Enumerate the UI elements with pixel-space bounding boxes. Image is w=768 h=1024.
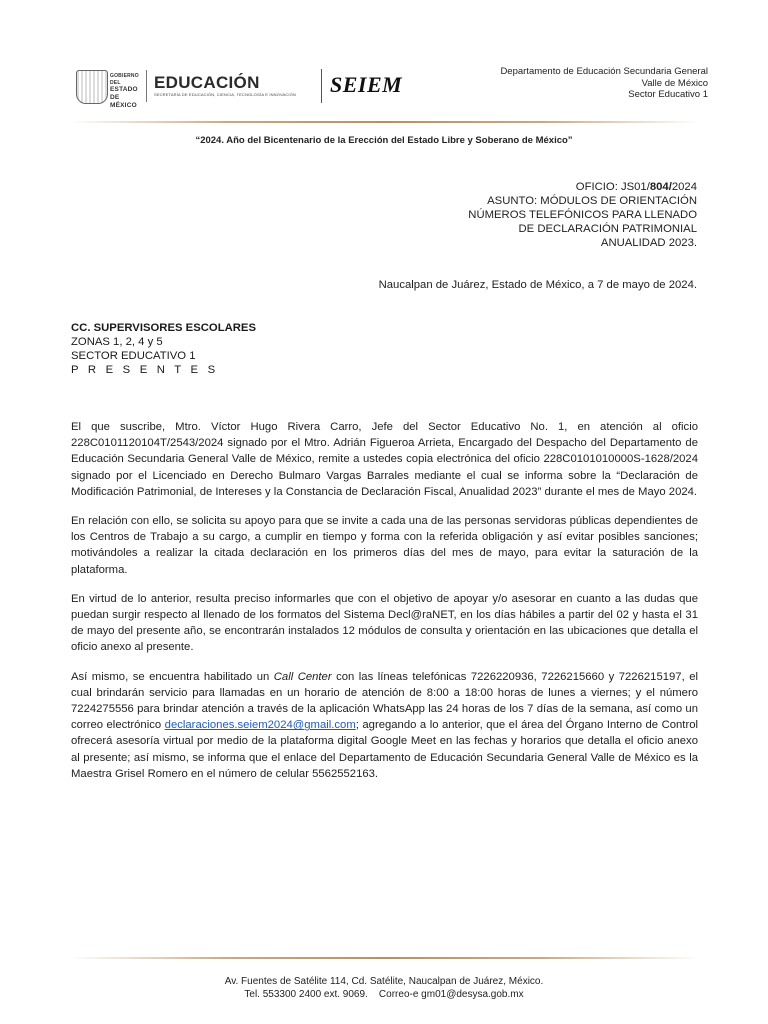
logo-divider (321, 69, 322, 103)
footer-line-1: Av. Fuentes de Satélite 114, Cd. Satélite, Naucalpan de Juárez, México. (224, 976, 544, 987)
department-line: Sector Educativo 1 (628, 89, 708, 100)
oficio-prefix: OFICIO: JS01/ (575, 181, 650, 193)
header-rule (70, 121, 700, 123)
p4-text-a: Así mismo, se encuentra habilitado un (71, 670, 274, 683)
logo-divider (146, 70, 147, 102)
email-link[interactable]: declaraciones.seiem2024@gmail.com (164, 719, 356, 732)
gob-logo-line-3: MÉXICO (110, 102, 137, 109)
asunto-line: ANUALIDAD 2023. (600, 237, 697, 249)
gobierno-logo-text (110, 73, 142, 110)
gob-logo-line-1: GOBIERNO DEL (110, 73, 139, 86)
p4-text-c: ; agregando a lo anterior, que el área del Órgano Interno de Control ofrecerá asesoría virtual por medio de la plataforma digital Google Meet en las fechas y horarios que detalla el oficio anexo al presente; así mismo, se informa que el enlace del Departamento de Educación Secundaria General Valle de México es la Maestra Grisel Romero en el número de celular 5562552163. (71, 719, 698, 780)
p4-text-b: con las líneas telefónicas 7226220936, 7226215660 y 7226215197, el cual brindarán servicio para llamadas en un horario de atención de 8:00 a 18:00 horas de lunes a viernes; y el número 7224275556 para brindar atención a través de la aplicación WhatsApp las 24 horas de los 7 días de la semana, así como un correo electrónico (71, 670, 698, 732)
asunto-line: ASUNTO: MÓDULOS DE ORIENTACIÓN (487, 195, 697, 207)
recipient-title: CC. SUPERVISORES ESCOLARES (71, 322, 256, 334)
department-block (500, 66, 708, 101)
year-motto: “2024. Año del Bicentenario de la Erección del Estado Libre y Soberano de México” (195, 135, 573, 146)
footer-address (0, 975, 768, 1001)
body-paragraph-2: En relación con ello, se solicita su apoyo para que se invite a cada una de las personas servidoras públicas dependientes de los Centros de Trabajo a su cargo, a cumplir en tiempo y forma con la referida obligación y así evitar posibles sanciones; motivándoles a realizar la citada declaración en los primeros días del mes de mayo, para evitar la saturación de la plataforma. (71, 515, 698, 576)
footer-line-2: Tel. 553300 2400 ext. 9069. Correo-e gm01@desysa.gob.mx (244, 989, 524, 1000)
recipient-block (71, 321, 256, 377)
body-paragraph-4 (71, 669, 698, 782)
letter-body (71, 419, 698, 795)
gobierno-logo (76, 70, 142, 109)
oficio-number-bold: 804/ (649, 181, 672, 193)
recipient-presentes: P R E S E N T E S (71, 364, 219, 376)
oficio-year: 2024 (671, 181, 697, 193)
oficio-block (468, 180, 697, 250)
date-line: Naucalpan de Juárez, Estado de México, a 7 de mayo de 2024. (378, 279, 697, 291)
department-line: Departamento de Educación Secundaria General (500, 66, 708, 77)
educacion-subtitle: SECRETARÍA DE EDUCACIÓN, CIENCIA, TECNOLOGÍA E INNOVACIÓN (154, 92, 296, 97)
seiem-logo: SEIEM (330, 72, 403, 97)
asunto-line: NÚMEROS TELEFÓNICOS PARA LLENADO (468, 209, 697, 221)
call-center-term: Call Center (273, 670, 332, 683)
state-shield-icon (76, 70, 108, 104)
educacion-title: EDUCACIÓN (154, 73, 260, 92)
footer-rule (70, 957, 700, 959)
recipient-line: ZONAS 1, 2, 4 y 5 (71, 336, 163, 348)
body-paragraph-1: El que suscribe, Mtro. Víctor Hugo Rivera Carro, Jefe del Sector Educativo No. 1, en atención al oficio 228C0101120104T/2543/2024 signado por el Mtro. Adrián Figueroa Arrieta, Encargado del Despacho del Departamento de Educación Secundaria General Valle de México, remite a ustedes copia electrónica del oficio 228C0101010000S-1628/2024 signado por el Licenciado en Derecho Bulmaro Vargas Barrales mediante el cual se informa sobre la “Declaración de Modificación Patrimonial, de Intereses y la Constancia de Declaración Fiscal, Anualidad 2023” durante el mes de Mayo 2024. (71, 421, 698, 498)
gob-logo-line-2: ESTADO DE (110, 86, 138, 101)
oficio-number (468, 180, 697, 194)
department-line: Valle de México (641, 77, 708, 89)
body-paragraph-3: En virtud de lo anterior, resulta preciso informarles que con el objetivo de apoyar y/o asesorar en cuanto a las dudas que puedan surgir respecto al llenado de los formatos del Sistema Decl@raNET, en los días hábiles a partir del 02 y hasta el 31 de mayo del presente año, se encontrarán instalados 12 módulos de consulta y orientación en las ubicaciones que detalla el oficio anexo al presente. (71, 592, 698, 654)
recipient-line: SECTOR EDUCATIVO 1 (71, 350, 196, 362)
asunto-line: DE DECLARACIÓN PATRIMONIAL (518, 223, 697, 235)
